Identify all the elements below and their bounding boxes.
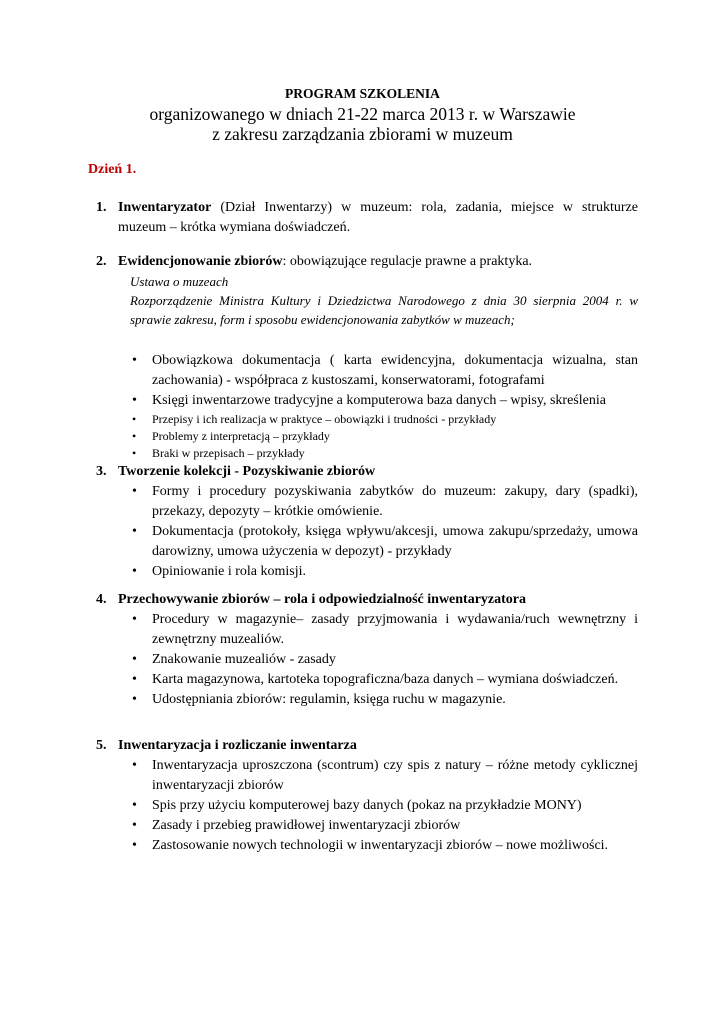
section-3 <box>96 462 638 582</box>
section-title: Ewidencjonowanie zbiorów <box>118 254 283 269</box>
list-item: • Inwentaryzacja uproszczona (scontrum) czy spis z natury – różne metody cyklicznej inwentaryzacji zbiorów <box>96 756 638 796</box>
list-item: • Księgi inwentarzowe tradycyjne a komputerowa baza danych – wpisy, skreślenia <box>96 391 638 411</box>
list-item: • Dokumentacja (protokoły, księga wpływu/akcesji, umowa zakupu/sprzedaży, umowa darowizny, umowa użyczenia w depozyt) - przykłady <box>96 522 638 562</box>
list-item: • Karta magazynowa, kartoteka topograficzna/baza danych – wymiana doświadczeń. <box>96 670 638 690</box>
section-number: 3. <box>96 464 107 479</box>
section-number: 1. <box>96 200 107 215</box>
section-number: 2. <box>96 254 107 269</box>
section-title: Inwentaryzacja i rozliczanie inwentarza <box>118 738 357 753</box>
list-item: • Zastosowanie nowych technologii w inwentaryzacji zbiorów – nowe możliwości. <box>96 836 638 856</box>
section-text: (Dział Inwentarzy) w muzeum: rola, zadania, miejsce w strukturze muzeum – krótka wymiana doświadczeń. <box>118 200 638 235</box>
list-item: • Opiniowanie i rola komisji. <box>96 562 638 582</box>
bullet-list <box>96 351 638 411</box>
law-reference: Rozporządzenie Ministra Kultury i Dziedzictwa Narodowego z dnia 30 sierpnia 2004 r. w sprawie zakresu, form i sposobu ewidencjonowania zabytków w muzeach; <box>130 293 638 327</box>
section-number: 4. <box>96 592 107 607</box>
list-item: • Problemy z interpretacją – przykłady <box>96 428 638 445</box>
bullet-list <box>96 756 638 856</box>
law-reference: Ustawa o muzeach <box>130 274 229 289</box>
list-item: • Udostępniania zbiorów: regulamin, księga ruchu w magazynie. <box>96 690 638 710</box>
section-text: : obowiązujące regulacje prawne a praktyka. <box>282 254 533 269</box>
doc-subtitle-date: organizowanego w dniach 21-22 marca 2013 r. w Warszawie <box>149 104 576 124</box>
section-4 <box>96 590 638 710</box>
section-title: Przechowywanie zbiorów – rola i odpowiedzialność inwentaryzatora <box>118 592 527 607</box>
section-number: 5. <box>96 738 107 753</box>
section-2 <box>96 252 638 462</box>
section-5 <box>96 736 638 856</box>
list-item: • Spis przy użyciu komputerowej bazy danych (pokaz na przykładzie MONY) <box>96 796 638 816</box>
list-item: • Procedury w magazynie– zasady przyjmowania i wydawania/ruch wewnętrzny i zewnętrzny muzealiów. <box>96 610 638 650</box>
list-item: • Formy i procedury pozyskiwania zabytków do muzeum: zakupy, dary (spadki), przekazy, depozyty – krótkie omówienie. <box>96 482 638 522</box>
section-title: Inwentaryzator <box>118 200 212 215</box>
list-item: • Przepisy i ich realizacja w praktyce – obowiązki i trudności - przykłady <box>96 411 638 428</box>
list-item: • Zasady i przebieg prawidłowej inwentaryzacji zbiorów <box>96 816 638 836</box>
doc-subtitle-topic: z zakresu zarządzania zbiorami w muzeum <box>212 124 513 144</box>
section-1 <box>96 198 638 238</box>
list-item: • Znakowanie muzealiów - zasady <box>96 650 638 670</box>
section-title: Tworzenie kolekcji - Pozyskiwanie zbiorów <box>118 464 376 479</box>
list-item: • Obowiązkowa dokumentacja ( karta ewidencyjna, dokumentacja wizualna, stan zachowania) - współpraca z kustoszami, konserwatorami, fotografami <box>96 351 638 391</box>
day-heading: Dzień 1. <box>88 162 137 177</box>
doc-title: PROGRAM SZKOLENIA <box>285 86 440 101</box>
bullet-list <box>96 482 638 582</box>
bullet-list <box>96 610 638 710</box>
bullet-list <box>96 411 638 462</box>
list-item: • Braki w przepisach – przykłady <box>96 445 638 462</box>
